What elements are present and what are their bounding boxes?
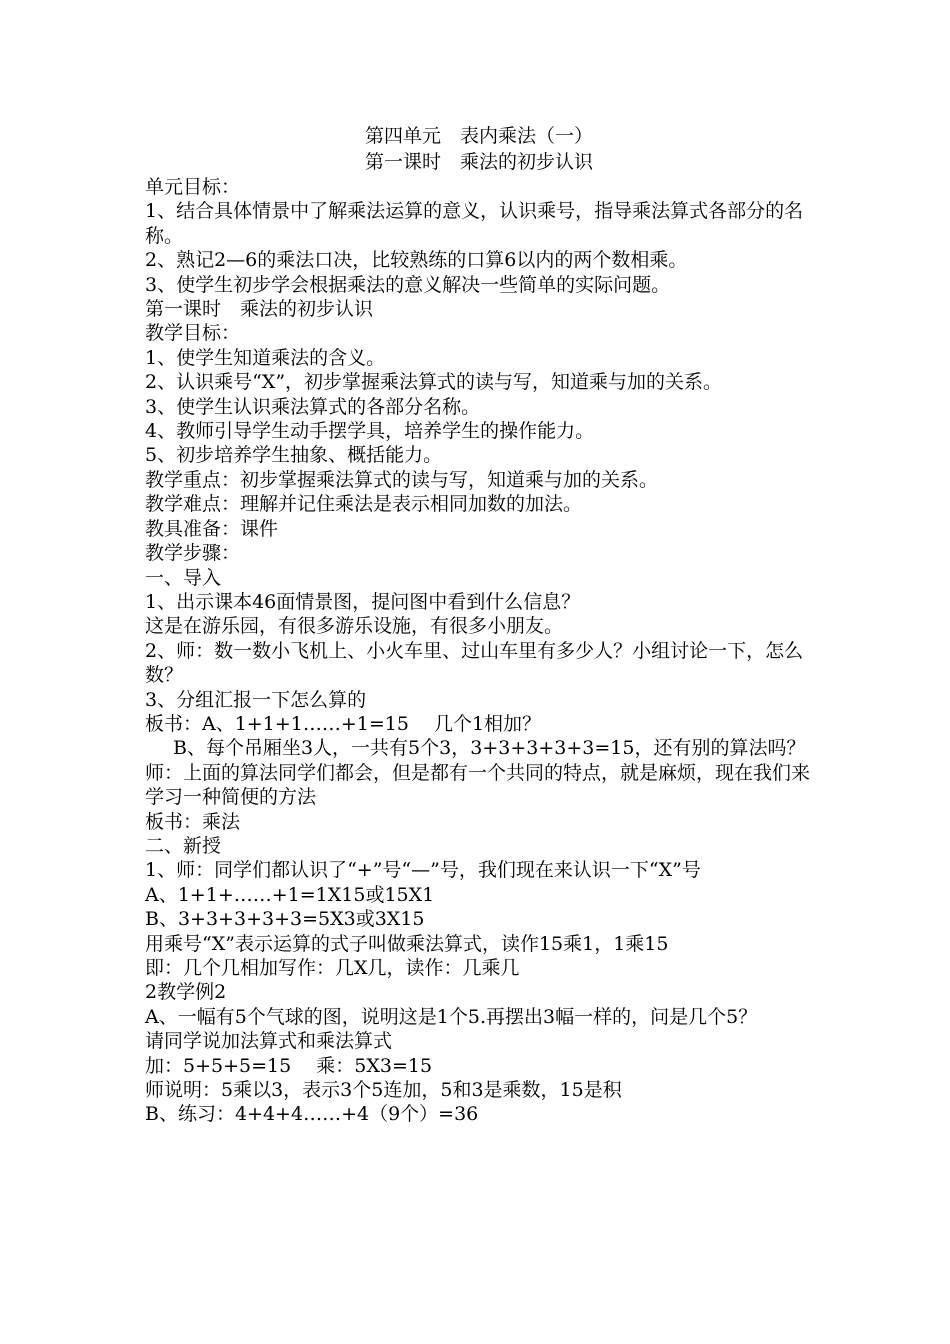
text-line: 3、使学生初步学会根据乘法的意义解决一些简单的实际问题。	[145, 273, 671, 296]
text-line: 2、认识乘号“X”，初步掌握乘法算式的读与写，知道乘与加的关系。	[145, 371, 723, 394]
text-line: B、每个吊厢坐3人，一共有5个3，3+3+3+3+3=15，还有别的算法吗？	[173, 737, 806, 760]
lesson-title: 第一课时 乘法的初步认识	[364, 151, 593, 173]
text-line: 教学目标：	[145, 322, 241, 345]
text-line: 教学难点：理解并记住乘法是表示相同加数的加法。	[145, 493, 583, 516]
text-line: 教具准备：课件	[145, 517, 279, 540]
text-line: 教学重点：初步掌握乘法算式的读与写，知道乘与加的关系。	[145, 468, 659, 491]
text-line: 加：5+5+5=15 乘：5X3=15	[145, 1054, 433, 1077]
text-line: 1、师：同学们都认识了“+”号“—”号，我们现在来认识一下“X”号	[145, 859, 701, 882]
text-line: 4、教师引导学生动手摆学具，培养学生的操作能力。	[145, 420, 595, 443]
text-line: 3、分组汇报一下怎么算的	[145, 688, 367, 711]
text-line: A、1+1+……+1=1X15或15X1	[145, 883, 435, 906]
text-line: 1、出示课本46面情景图，提问图中看到什么信息？	[145, 590, 581, 613]
text-line: 1、使学生知道乘法的含义。	[145, 346, 386, 369]
text-line: 二、新授	[145, 834, 222, 857]
text-line: A、一幅有5个气球的图，说明这是1个5.再摆出3幅一样的，问是几个5？	[145, 1005, 758, 1028]
text-line: B、3+3+3+3+3=5X3或3X15	[145, 908, 425, 931]
text-line: B、练习：4+4+4……+4（9个）=36	[145, 1103, 479, 1126]
text-line: 第一课时 乘法的初步认识	[145, 298, 374, 321]
unit-title: 第四单元 表内乘法（一）	[364, 125, 593, 147]
text-line: 1、结合具体情景中了解乘法运算的意义，认识乘号，指导乘法算式各部分的名称。	[145, 200, 804, 247]
document-body	[145, 123, 813, 1127]
text-line: 2、师：数一数小飞机上、小火车里、过山车里有多少人？小组讨论一下，怎么数？	[145, 639, 804, 687]
text-line: 2教学例2	[145, 981, 227, 1004]
text-line: 单元目标：	[145, 176, 241, 198]
text-line: 一、导入	[145, 566, 222, 589]
text-line: 2、熟记2—6的乘法口决，比较熟练的口算6以内的两个数相乘。	[145, 249, 688, 272]
text-line: 师：上面的算法同学们都会，但是都有一个共同的特点，就是麻烦，现在我们来学习一种简便的方法	[145, 761, 811, 809]
text-line: 教学步骤：	[145, 542, 241, 565]
text-line: 3、使学生认识乘法算式的各部分名称。	[145, 395, 481, 418]
text-line: 师说明：5乘以3，表示3个5连加，5和3是乘数，15是积	[145, 1079, 622, 1102]
text-line: 板书：A、1+1+1……+1=15 几个1相加？	[145, 712, 542, 735]
text-line: 这是在游乐园，有很多游乐设施，有很多小朋友。	[145, 615, 564, 638]
text-line: 用乘号“X”表示运算的式子叫做乘法算式，读作15乘1，1乘15	[145, 932, 669, 955]
text-line: 板书：乘法	[145, 810, 241, 833]
text-line: 5、初步培养学生抽象、概括能力。	[145, 444, 443, 467]
text-line: 请同学说加法算式和乘法算式	[145, 1030, 393, 1053]
text-line: 即：几个几相加写作：几X几，读作：几乘几	[145, 957, 520, 979]
